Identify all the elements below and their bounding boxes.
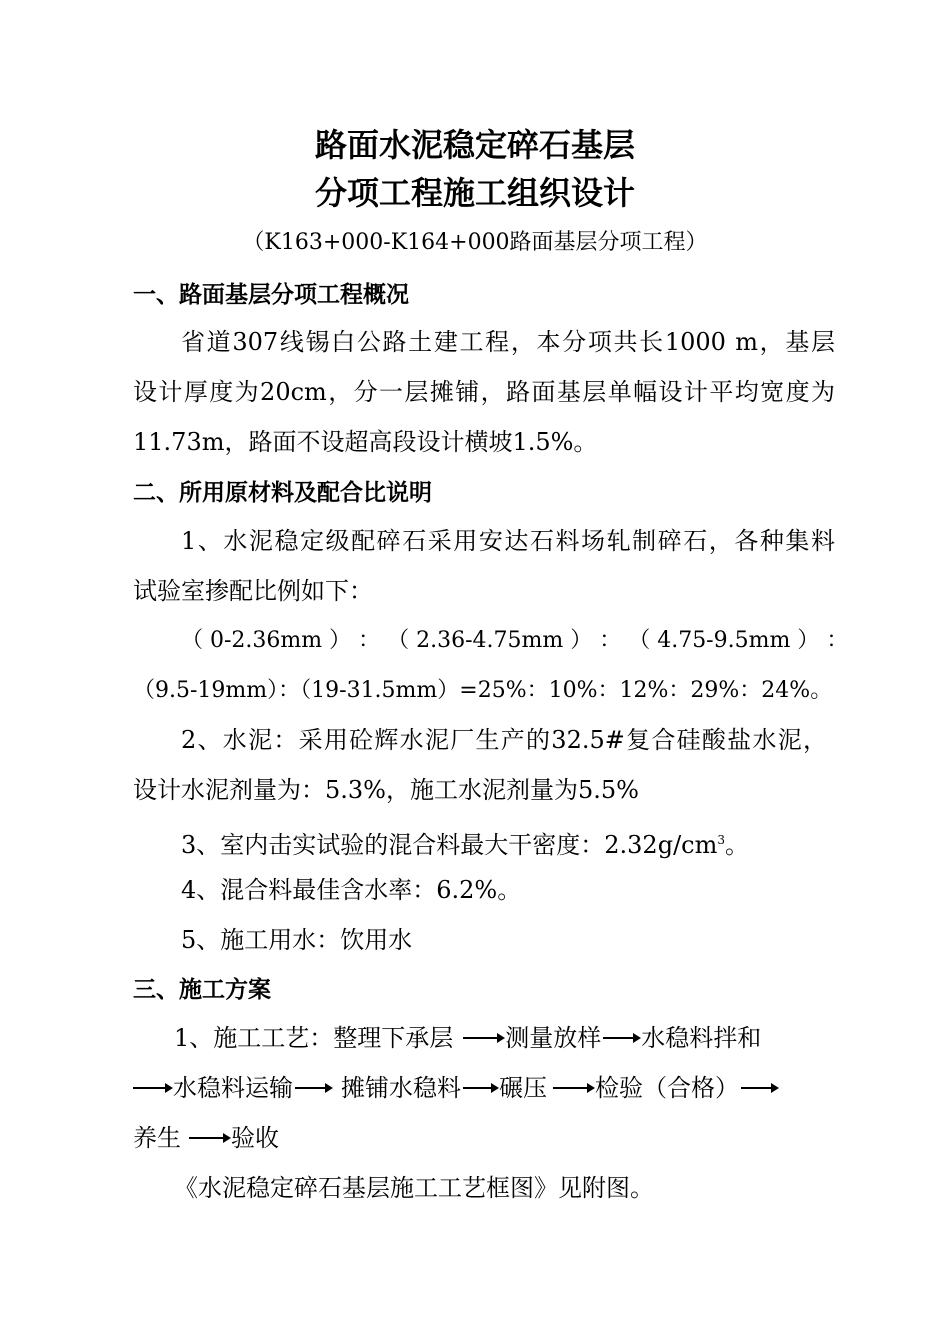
ratio-line: （9.5-19mm）：（19-31.5mm）=25%：10%：12%：29%：24%。 [133,678,833,703]
section-1-line: 11.73m，路面不设超高段设计横坡1.5%。 [133,428,598,456]
figure-reference: 《水泥稳定碎石基层施工工艺框图》见附图。 [174,1174,654,1202]
item-3-suffix: 。 [725,831,749,859]
process-step: 检验（合格） [595,1074,739,1102]
process-step: 碾压 [499,1074,547,1102]
section-1-line: 省道307线锡白公路土建工程，本分项共长1000 m，基层 [181,328,835,356]
arrow-right-icon [295,1087,331,1089]
item-2-line: 设计水泥剂量为：5.3%，施工水泥剂量为5.5% [133,776,639,804]
process-line-3 [133,1123,279,1153]
section-1-line: 设计厚度为20cm，分一层摊铺，路面基层单幅设计平均宽度为 [133,378,835,406]
item-3-text: 3、室内击实试验的混合料最大干密度：2.32g/cm [181,831,718,859]
subtitle: （K163+000-K164+000路面基层分项工程） [242,230,708,255]
superscript: 3 [717,833,725,847]
arrow-right-icon [463,1087,497,1089]
item-4-line: 4、混合料最佳含水率：6.2%。 [181,876,522,904]
arrow-right-icon [603,1037,639,1039]
process-step: 验收 [231,1124,279,1152]
item-5-line: 5、施工用水：饮用水 [181,926,413,954]
arrow-right-icon [189,1137,229,1139]
process-step: 水稳料拌和 [641,1024,762,1052]
arrow-right-icon [133,1087,171,1089]
item-1-line: 1、水泥稳定级配碎石采用安达石料场轧制碎石，各种集料 [181,527,835,555]
section-1-heading: 一、路面基层分项工程概况 [133,282,409,308]
process-step: 整理下承层 [333,1024,454,1052]
arrow-right-icon [553,1087,593,1089]
title-line-2: 分项工程施工组织设计 [314,174,635,212]
process-step: 摊铺水稳料 [341,1074,461,1102]
title-line-1: 路面水泥稳定碎石基层 [314,126,635,164]
section-2-heading: 二、所用原材料及配合比说明 [133,480,432,506]
arrow-right-icon [741,1087,777,1089]
item-3-line [181,825,749,860]
process-step: 水稳料运输 [173,1074,293,1102]
process-step: 养生 [133,1124,181,1152]
arrow-right-icon [463,1037,503,1039]
process-label: 1、施工工艺： [174,1024,334,1052]
section-3-heading: 三、施工方案 [133,977,271,1003]
item-1-line: 试验室掺配比例如下： [133,577,373,605]
item-2-line: 2、水泥：采用砼辉水泥厂生产的32.5#复合硅酸盐水泥， [181,726,827,754]
process-line-2 [133,1073,779,1103]
process-step: 测量放样 [505,1024,602,1052]
process-line-1 [174,1023,761,1053]
ratio-line: （ 0-2.36mm ） ： （ 2.36-4.75mm ） ： （ 4.75-9.5mm ） ： [181,628,849,653]
